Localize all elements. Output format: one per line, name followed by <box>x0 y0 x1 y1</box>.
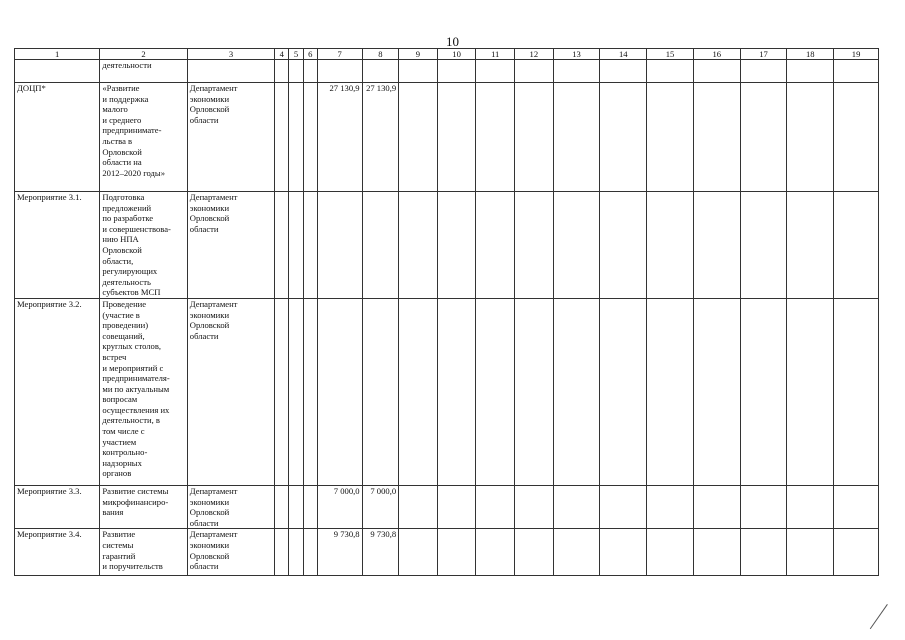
column-header: 9 <box>399 49 438 60</box>
column-header: 5 <box>289 49 303 60</box>
empty-cell <box>289 83 303 192</box>
executor-text: Департамент экономики Орловской области <box>189 192 238 234</box>
empty-cell <box>275 298 289 485</box>
empty-cell <box>553 60 600 83</box>
column-header: 16 <box>693 49 740 60</box>
empty-cell <box>834 60 879 83</box>
executor-text: Департамент экономики Орловской области <box>189 298 238 341</box>
value-col7 <box>317 60 362 83</box>
executor <box>187 192 274 299</box>
executor <box>187 485 274 528</box>
executor <box>187 529 274 576</box>
empty-cell <box>275 529 289 576</box>
empty-cell <box>275 485 289 528</box>
value-col8 <box>362 298 399 485</box>
empty-cell <box>515 83 554 192</box>
measure-name-text: Развитие системы микрофинансиро- вания <box>102 485 169 518</box>
value-col8: 7 000,0 <box>362 485 399 528</box>
empty-cell <box>787 83 834 192</box>
empty-cell <box>553 529 600 576</box>
executor <box>187 60 274 83</box>
empty-cell <box>515 298 554 485</box>
page-number: 10 <box>446 34 459 49</box>
measure-name <box>100 298 187 485</box>
empty-cell <box>647 192 694 299</box>
empty-cell <box>476 83 515 192</box>
column-header: 18 <box>787 49 834 60</box>
measure-name-text: Подготовка предложений по разработке и совершенствова- нию НПА Орловской области, регулирующих деятельность субъектов МСП <box>102 192 171 298</box>
empty-cell <box>647 485 694 528</box>
empty-cell <box>647 60 694 83</box>
pen-stroke-mark <box>870 604 888 629</box>
row-label <box>15 529 100 576</box>
column-header: 7 <box>317 49 362 60</box>
empty-cell <box>399 298 438 485</box>
empty-cell <box>515 60 554 83</box>
column-header: 19 <box>834 49 879 60</box>
empty-cell <box>289 529 303 576</box>
empty-cell <box>693 485 740 528</box>
column-header: 17 <box>740 49 787 60</box>
empty-cell <box>399 60 438 83</box>
row-label-text: Мероприятие 3.3. <box>17 485 82 496</box>
empty-cell <box>834 529 879 576</box>
empty-cell <box>399 529 438 576</box>
value-col8 <box>362 60 399 83</box>
executor-text: Департамент экономики Орловской области <box>189 83 238 125</box>
empty-cell <box>289 298 303 485</box>
empty-cell <box>303 60 317 83</box>
column-header: 4 <box>275 49 289 60</box>
empty-cell <box>834 485 879 528</box>
measure-name <box>100 192 187 299</box>
row-label-text: ДОЦП* <box>17 83 46 93</box>
empty-cell <box>437 298 476 485</box>
empty-cell <box>600 529 647 576</box>
empty-cell <box>515 485 554 528</box>
budget-table <box>14 48 879 576</box>
row-label <box>15 192 100 299</box>
empty-cell <box>834 83 879 192</box>
column-header: 1 <box>15 49 100 60</box>
measure-name-text: Проведение (участие в проведении) совещаний, круглых столов, встреч и мероприятий с предпринимателя- ми по актуальным вопросам осуществления их деятельности, в том числе с участием контрольно- надзорных органов <box>102 298 170 479</box>
measure-name <box>100 485 187 528</box>
table-row <box>15 485 879 528</box>
empty-cell <box>476 485 515 528</box>
empty-cell <box>275 192 289 299</box>
executor <box>187 83 274 192</box>
measure-name <box>100 529 187 576</box>
row-label-text: Мероприятие 3.2. <box>17 298 82 309</box>
empty-cell <box>787 298 834 485</box>
empty-cell <box>647 298 694 485</box>
empty-cell <box>303 83 317 192</box>
row-label <box>15 298 100 485</box>
empty-cell <box>289 192 303 299</box>
empty-cell <box>303 485 317 528</box>
empty-cell <box>275 83 289 192</box>
empty-cell <box>693 298 740 485</box>
empty-cell <box>740 83 787 192</box>
empty-cell <box>740 60 787 83</box>
empty-cell <box>399 83 438 192</box>
empty-cell <box>399 485 438 528</box>
value-col8: 27 130,9 <box>362 83 399 192</box>
value-col8 <box>362 192 399 299</box>
empty-cell <box>553 298 600 485</box>
empty-cell <box>600 192 647 299</box>
row-label <box>15 485 100 528</box>
measure-name-text: Развитие системы гарантий и поручительств <box>102 529 163 572</box>
table-row <box>15 83 879 192</box>
row-label-text: Мероприятие 3.1. <box>17 192 82 202</box>
empty-cell <box>553 192 600 299</box>
empty-cell <box>600 60 647 83</box>
column-header: 10 <box>437 49 476 60</box>
measure-name <box>100 60 187 83</box>
row-label-text: Мероприятие 3.4. <box>17 529 82 540</box>
value-col7 <box>317 298 362 485</box>
value-col7: 7 000,0 <box>317 485 362 528</box>
empty-cell <box>740 485 787 528</box>
executor-text: Департамент экономики Орловской области <box>189 485 238 528</box>
empty-cell <box>600 485 647 528</box>
table-row <box>15 529 879 576</box>
column-header: 11 <box>476 49 515 60</box>
empty-cell <box>600 298 647 485</box>
empty-cell <box>275 60 289 83</box>
empty-cell <box>787 485 834 528</box>
value-col7: 27 130,9 <box>317 83 362 192</box>
empty-cell <box>437 529 476 576</box>
row-label <box>15 83 100 192</box>
value-col8: 9 730,8 <box>362 529 399 576</box>
empty-cell <box>476 298 515 485</box>
empty-cell <box>303 298 317 485</box>
measure-name <box>100 83 187 192</box>
column-header: 6 <box>303 49 317 60</box>
column-header: 8 <box>362 49 399 60</box>
table-row <box>15 192 879 299</box>
empty-cell <box>740 192 787 299</box>
column-header: 3 <box>187 49 274 60</box>
empty-cell <box>740 529 787 576</box>
row-label <box>15 60 100 83</box>
value-col7 <box>317 192 362 299</box>
empty-cell <box>289 485 303 528</box>
empty-cell <box>553 83 600 192</box>
measure-name-text: деятельности <box>102 60 152 70</box>
empty-cell <box>437 83 476 192</box>
empty-cell <box>834 298 879 485</box>
executor-text: Департамент экономики Орловской области <box>189 529 238 572</box>
empty-cell <box>600 83 647 192</box>
empty-cell <box>437 60 476 83</box>
column-header: 14 <box>600 49 647 60</box>
empty-cell <box>399 192 438 299</box>
empty-cell <box>693 529 740 576</box>
table-row <box>15 60 879 83</box>
empty-cell <box>647 83 694 192</box>
empty-cell <box>476 60 515 83</box>
measure-name-text: «Развитие и поддержка малого и среднего предпринимате- льства в Орловской области на 2012–2020 годы» <box>102 83 165 178</box>
empty-cell <box>787 192 834 299</box>
column-header: 12 <box>515 49 554 60</box>
empty-cell <box>303 192 317 299</box>
empty-cell <box>437 192 476 299</box>
empty-cell <box>553 485 600 528</box>
executor <box>187 298 274 485</box>
table-row <box>15 298 879 485</box>
empty-cell <box>476 529 515 576</box>
empty-cell <box>834 192 879 299</box>
empty-cell <box>693 83 740 192</box>
value-col7: 9 730,8 <box>317 529 362 576</box>
empty-cell <box>693 60 740 83</box>
empty-cell <box>476 192 515 299</box>
empty-cell <box>515 529 554 576</box>
empty-cell <box>693 192 740 299</box>
empty-cell <box>515 192 554 299</box>
column-header: 15 <box>647 49 694 60</box>
empty-cell <box>289 60 303 83</box>
column-number-row <box>15 49 879 60</box>
empty-cell <box>740 298 787 485</box>
empty-cell <box>647 529 694 576</box>
column-header: 13 <box>553 49 600 60</box>
empty-cell <box>303 529 317 576</box>
empty-cell <box>787 529 834 576</box>
empty-cell <box>787 60 834 83</box>
empty-cell <box>437 485 476 528</box>
column-header: 2 <box>100 49 187 60</box>
